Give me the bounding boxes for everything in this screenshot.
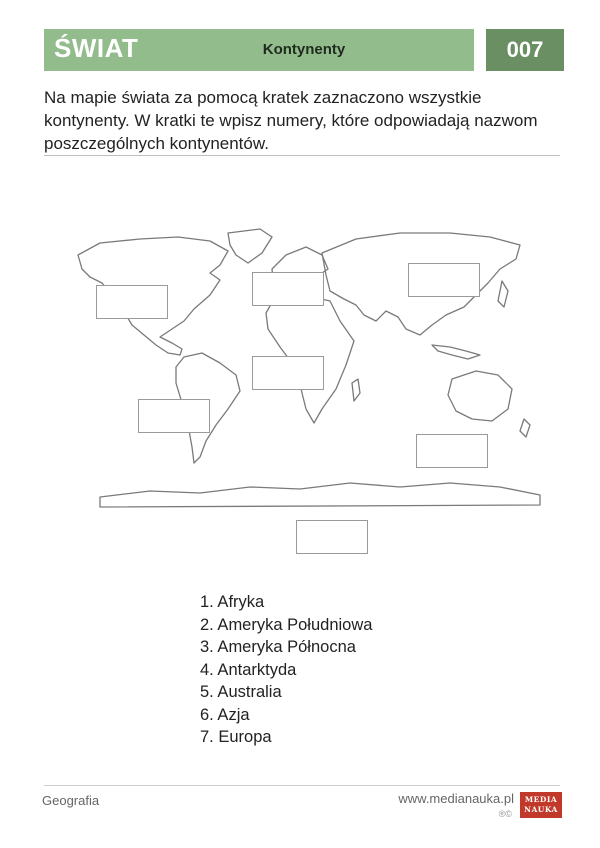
answer-box-asia[interactable] xyxy=(408,263,480,297)
answer-box-australia[interactable] xyxy=(416,434,488,468)
worksheet-number: 007 xyxy=(486,29,564,71)
answer-box-south-america[interactable] xyxy=(138,399,210,433)
answer-box-antarctica[interactable] xyxy=(296,520,368,554)
greenland-outline xyxy=(228,229,272,263)
new-zealand-outline xyxy=(520,419,530,437)
madagascar-outline xyxy=(352,379,360,401)
list-item: 1. Afryka xyxy=(200,593,265,611)
answer-box-north-america[interactable] xyxy=(96,285,168,319)
antarctica-outline xyxy=(100,483,540,507)
japan-outline xyxy=(498,281,508,307)
subject-label: Geografia xyxy=(42,793,100,808)
list-item: 7. Europa xyxy=(200,728,272,746)
divider-top xyxy=(44,155,560,156)
site-url[interactable]: www.medianauka.pl xyxy=(398,791,514,806)
topic-title: Kontynenty xyxy=(262,41,346,58)
section-title: ŚWIAT xyxy=(54,33,139,63)
rights-mark: ®© xyxy=(498,809,512,819)
list-item: 2. Ameryka Południowa xyxy=(200,615,373,634)
list-item: 5. Australia xyxy=(200,683,282,701)
list-item: 3. Ameryka Północna xyxy=(200,638,356,656)
answer-box-africa[interactable] xyxy=(252,356,324,390)
brand-logo xyxy=(520,792,562,818)
logo-line-1: MEDIA xyxy=(524,795,558,804)
answer-box-europe[interactable] xyxy=(252,272,324,306)
logo-line-2: NAUKA xyxy=(524,805,558,814)
australia-outline xyxy=(448,371,512,421)
list-item: 4. Antarktyda xyxy=(200,660,297,679)
indonesia-outline xyxy=(432,345,480,359)
divider-footer xyxy=(44,785,560,786)
list-item: 6. Azja xyxy=(200,705,250,724)
instructions-text: Na mapie świata za pomocą kratek zaznaczono wszystkie kontynenty. W kratki te wpisz numery, które odpowiadają nazwom poszczególnych kontynentów. xyxy=(44,88,538,153)
header-bar xyxy=(44,29,474,71)
continent-list xyxy=(200,591,372,749)
